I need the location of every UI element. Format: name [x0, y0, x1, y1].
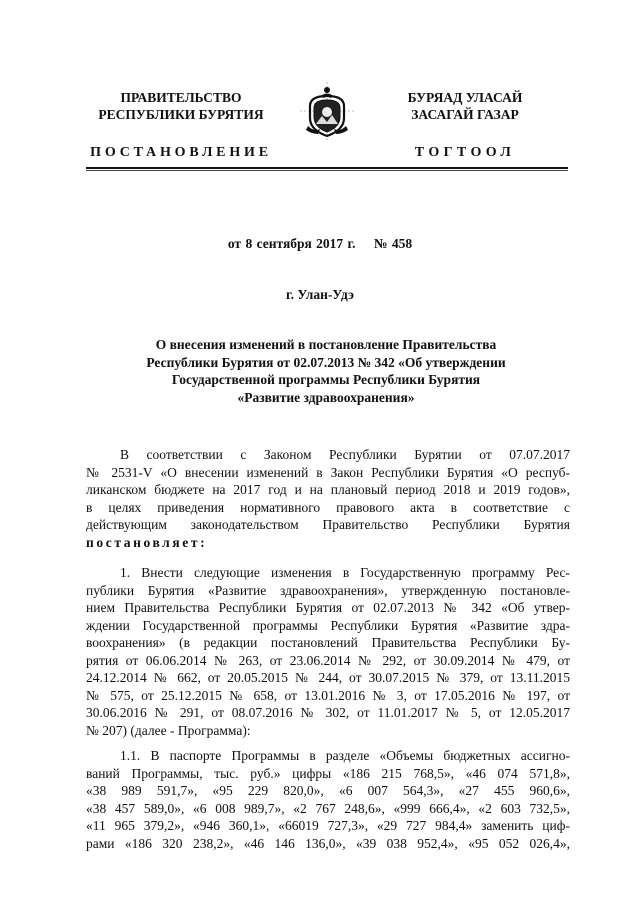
title-line: «Развитие здравоохранения» — [237, 389, 415, 405]
title-line: О внесения изменений в постановление Правительства — [155, 337, 497, 352]
paragraph-line: «38 989 591,7», «95 229 820,0», «6 007 564,3», «27 455 960,6», — [86, 783, 570, 798]
title-line: Государственной программы Республики Бурятия — [171, 372, 481, 387]
header-divider-thick — [86, 167, 568, 169]
header-left-line1: ПРАВИТЕЛЬСТВО — [120, 90, 242, 105]
decree-title — [120, 336, 532, 406]
paragraph-line: № 575, от 25.12.2015 № 658, от 13.01.2016 № 3, от 17.05.2016 № 197, от — [86, 687, 570, 703]
header-right-line1: БУРЯАД УЛАСАЙ — [407, 90, 523, 105]
clause-1-1-paragraph — [86, 747, 570, 852]
header-left-line2: РЕСПУБЛИКИ БУРЯТИЯ — [98, 107, 264, 122]
paragraph-line: воохранения» (в редакции постановлений Правительства Республики Бу- — [86, 635, 570, 650]
paragraph-line: ждении Государственной программы Республики Бурятия «Развитие здра- — [86, 617, 570, 633]
paragraph-line: 1. Внести следующие изменения в Государственную программу Рес- — [120, 565, 570, 580]
decree-date: от 8 сентября 2017 г. — [227, 236, 356, 251]
paragraph-line: 1.1. В паспорте Программы в разделе «Объемы бюджетных ассигно- — [120, 748, 570, 763]
paragraph-line: нием Правительства Республики Бурятия от 02.07.2013 № 342 «Об утвер- — [86, 600, 570, 615]
paragraph-line: ликанском бюджете на 2017 год и на плановый период 2018 и 2019 годов», — [86, 482, 570, 497]
header-right-doc-type: ТОГТООЛ — [414, 145, 516, 160]
header-divider-thin — [86, 170, 568, 171]
paragraph-line: № 207) (далее - Программа): — [86, 722, 251, 738]
coat-of-arms-icon — [300, 82, 354, 140]
paragraph-line: в целях приведения нормативного правового акта в соответствие с — [86, 499, 570, 515]
paragraph-line: № 2531-V «О внесении изменений в Закон Республики Бурятия «О респуб- — [86, 464, 570, 480]
header-right-block — [380, 89, 550, 161]
clause-1-paragraph — [86, 564, 570, 739]
title-line: Республики Бурятия от 02.07.2013 № 342 «Об утверждении — [146, 354, 506, 370]
paragraph-line: «11 965 379,2», «946 360,1», «66019 727,3», «29 727 984,4» заменить циф- — [86, 818, 570, 833]
header-right-line2: ЗАСАГАЙ ГАЗАР — [411, 107, 519, 122]
paragraph-line: 24.12.2014 № 662, от 20.05.2015 № 244, от 30.07.2015 № 379, от 13.11.2015 — [86, 670, 570, 685]
decree-word: постановляет: — [86, 534, 208, 550]
decree-city: г. Улан-Удэ — [286, 287, 354, 302]
decree-date-line — [0, 236, 640, 252]
decree-number: № 458 — [373, 236, 413, 251]
paragraph-line: «38 457 589,0», «6 008 989,7», «2 767 248,6», «999 666,4», «2 603 732,5», — [86, 800, 570, 816]
paragraph-line: 30.06.2016 № 291, от 08.07.2016 № 302, от 11.01.2017 № 5, от 12.05.2017 — [86, 705, 570, 720]
paragraph-line: действующим законодательством Правительство Республики Бурятия — [86, 517, 570, 532]
paragraph-line: ваний Программы, тыс. руб.» цифры «186 215 768,5», «46 074 571,8», — [86, 765, 570, 781]
header-left-block — [88, 89, 274, 161]
preamble-paragraph — [86, 446, 570, 551]
paragraph-line: В соответствии с Законом Республики Бурятии от 07.07.2017 — [120, 447, 570, 462]
paragraph-line: рятия от 06.06.2014 № 263, от 23.06.2014 № 292, от 30.09.2014 № 479, от — [86, 652, 570, 668]
header-left-doc-type: ПОСТАНОВЛЕНИЕ — [90, 145, 272, 160]
paragraph-line: рами «186 320 238,2», «46 146 136,0», «39 038 952,4», «95 052 026,4», — [86, 835, 570, 851]
paragraph-line: публики Бурятия «Развитие здравоохранения», утвержденную постановле- — [86, 582, 570, 598]
